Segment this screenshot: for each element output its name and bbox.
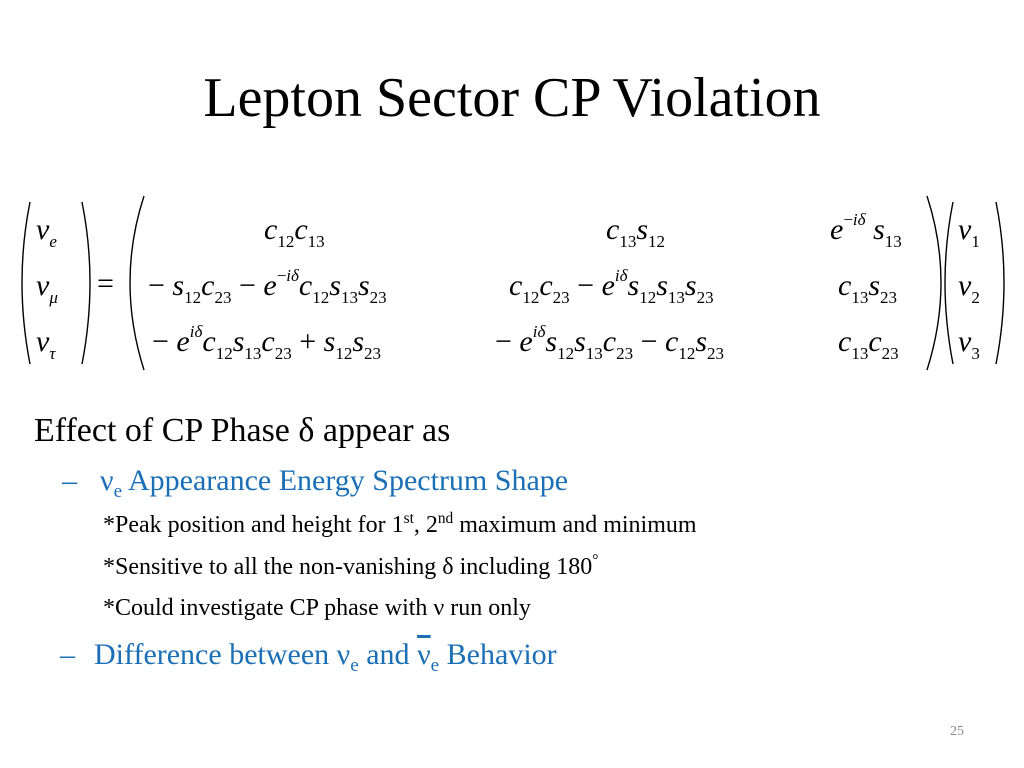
nu-subscript: e (113, 481, 123, 502)
bullet-dash-2: – (60, 638, 75, 671)
degree-symbol: ° (592, 552, 599, 569)
antineutrino-symbol: $\overline{\nu}$ (417, 638, 431, 671)
bullet-2-sub-a: e (350, 655, 359, 676)
note-1-sup-nd: nd (437, 510, 454, 527)
bullet-dash-1: – (62, 464, 77, 497)
bullet-1-text: Appearance Energy Spectrum Shape (127, 464, 569, 497)
pmns-cell-r3c2: − $e^{i\delta}s_{12}s_{13}c_{23} - c_{12}s_{23}$ (495, 322, 725, 363)
bullet-2-sub-b: e (430, 655, 440, 676)
pmns-cell-r3c1: − $e^{i\delta}c_{12}s_{13}c_{23} + s_{12}s_{23}$ (152, 322, 382, 363)
pmns-cell-r2c1: − $s_{12}c_{23} - e^-i\delta c_{12}s_{13}s_{23}$ (148, 266, 387, 307)
note-sensitive (103, 554, 598, 581)
slide-title: Lepton Sector CP Violation (203, 67, 821, 129)
note-1-sup-st: st (403, 510, 414, 527)
note-2-text: *Sensitive to all the non-vanishing δ including 180 (103, 554, 593, 580)
rhs-left-paren (945, 202, 953, 364)
note-1-text-b: , 2 (413, 512, 438, 538)
rhs-nu-2: $\nu_2$ (958, 269, 980, 307)
rhs-nu-3: $\nu_3$ (958, 325, 980, 363)
matrix-right-paren (927, 196, 941, 370)
lhs-nu-tau: $\nu_\tau$ (36, 325, 56, 363)
lhs-nu-e: $\nu_e$ (36, 213, 57, 251)
bullet-2-text-c: Behavior (446, 638, 557, 671)
lhs-right-paren (82, 202, 90, 364)
section-heading: Effect of CP Phase δ appear as (34, 412, 451, 449)
pmns-cell-r1c1: $c_{12}c_{13}$ (264, 213, 325, 251)
rhs-right-paren (996, 202, 1004, 364)
lhs-nu-mu: $\nu_\mu$ (36, 269, 58, 307)
page-number: 25 (950, 724, 964, 739)
bullet-appearance-spectrum (100, 464, 569, 502)
matrix-left-paren (130, 196, 144, 370)
lhs-left-paren (22, 202, 30, 364)
nu-symbol: ν (100, 464, 114, 497)
note-1-text-a: *Peak position and height for 1 (103, 512, 404, 538)
pmns-cell-r3c3: $c_{13}c_{23}$ (838, 325, 899, 363)
note-peak-position (103, 512, 697, 539)
bullet-difference-behavior (94, 638, 557, 676)
note-1-text-c: maximum and minimum (459, 512, 697, 538)
pmns-cell-r2c3: $c_{13}s_{23}$ (838, 269, 898, 307)
note-nu-run: *Could investigate CP phase with ν run only (103, 595, 531, 621)
pmns-cell-r1c2: $c_{13}s_{12}$ (606, 213, 666, 251)
bullet-2-text-a: Difference between ν (94, 638, 351, 671)
pmns-cell-r1c3: e−iδ $s_{13}$ (830, 210, 902, 251)
pmns-equation (0, 192, 1024, 376)
bullet-2-text-b: and (366, 638, 410, 671)
rhs-nu-1: $\nu_1$ (958, 213, 980, 251)
pmns-cell-r2c2: $c_{12}c_{23} - e^{i\delta}s_{12}s_{13}s_{23}$ (509, 266, 714, 307)
equals-sign: = (97, 267, 114, 300)
